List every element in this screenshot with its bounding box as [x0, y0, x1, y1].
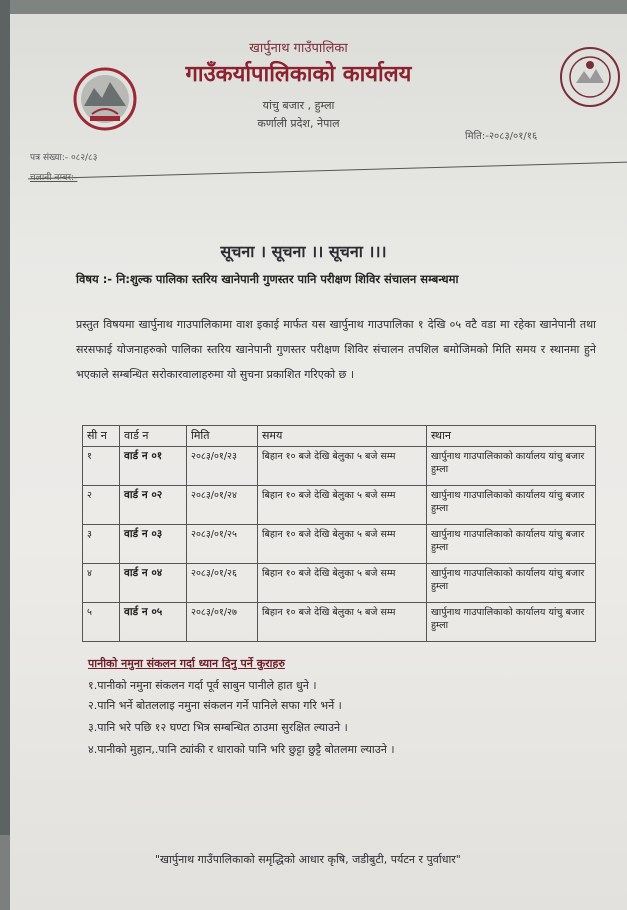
table-row [83, 447, 596, 486]
header-time: समय [258, 426, 427, 447]
table-header-row [83, 426, 596, 447]
cell-time: बिहान १० बजे देखि बेलुका ५ बजे सम्म [258, 564, 427, 603]
address-line-1: यांचु बजार , हुम्ला [262, 99, 335, 112]
address-line-2: कर्णाली प्रदेश, नेपाल [257, 117, 340, 130]
cell-ward: वार्ड न ०५ [120, 603, 187, 642]
cell-ward: वार्ड न ०२ [120, 486, 187, 525]
subject-line: विषय :- नि:शुल्क पालिका स्तरिय खानेपानी गुणस्तर पानि परीक्षण शिविर संचालन सम्बन्धमा [76, 272, 459, 286]
care-item-3: ३.पानि भरे पछि १२ घण्टा भित्र सम्बन्धित ठाउमा सुरक्षित ल्याउने । [88, 721, 348, 734]
paper-top-shadow [10, 0, 627, 14]
office-title: गाउँकर्यापालिकाको कार्यालय [185, 62, 412, 87]
care-item-1: १.पानीको नमुना संकलन गर्दा पूर्व साबुन पानीले हात धुने । [88, 679, 317, 692]
notice-body: प्रस्तुत विषयमा खार्पुनाथ गाउपालिकामा वाश इकाई मार्फत यस खार्पुनाथ गाउपालिका १ देखि ०५ वटै वडा मा रहेका खानेपानी तथा सरसफाई योजनाहरुको पालिका स्तरिय खानेपानी गुणस्तर परीक्षण शिविर संचालन तपशिल बमोजिमको मिति समय र स्थानमा हुने भएकाले सम्बन्धित सरोकारवालाहरुमा यो सुचना प्रकाशित गरिएको छ । [76, 318, 596, 381]
cell-ward: वार्ड न ०३ [120, 525, 187, 564]
cell-time: बिहान १० बजे देखि बेलुका ५ बजे सम्म [258, 447, 427, 486]
table-row [83, 486, 596, 525]
letter-number: पत्र संख्या:- ०८२/८३ [30, 153, 98, 163]
cell-place: खार्पुनाथ गाउपालिकाको कार्यालय यांचु बजार हुम्ला [427, 564, 596, 603]
cell-date: २०८३/०१/२३ [187, 447, 258, 486]
notice-heading: सूचना । सूचना ।। सूचना ।।। [220, 242, 387, 261]
header-place: स्थान [427, 426, 596, 447]
cell-serial: १ [83, 447, 120, 486]
cell-place: खार्पुनाथ गाउपालिकाको कार्यालय यांचु बजार हुम्ला [427, 486, 596, 525]
cell-place: खार्पुनाथ गाउपालिकाको कार्यालय यांचु बजार हुम्ला [427, 447, 596, 486]
notice-document [10, 0, 627, 910]
table-row [83, 603, 596, 642]
cell-date: २०८३/०१/२५ [187, 525, 258, 564]
cell-time: बिहान १० बजे देखि बेलुका ५ बजे सम्म [258, 603, 427, 642]
cell-ward: वार्ड न ०१ [120, 447, 187, 486]
cell-serial: ५ [83, 603, 120, 642]
care-item-2: २.पानि भर्ने बोतललाइ नमुना संकलन गर्ने पानिले सफा गरि भर्ने । [88, 699, 342, 712]
cell-date: २०८३/०१/२६ [187, 564, 258, 603]
cell-serial: ३ [83, 525, 120, 564]
header-serial: सी न [83, 426, 120, 447]
header-rule [28, 162, 627, 180]
cell-serial: २ [83, 486, 120, 525]
cell-ward: वार्ड न ०४ [120, 564, 187, 603]
cell-date: २०८३/०१/२४ [187, 486, 258, 525]
cell-place: खार्पुनाथ गाउपालिकाको कार्यालय यांचु बजार हुम्ला [427, 525, 596, 564]
header-date: मिति [187, 426, 258, 447]
cell-date: २०८३/०१/२७ [187, 603, 258, 642]
table-row [83, 564, 596, 603]
issue-date: मिति:-२०८३/०१/१६ [465, 131, 538, 142]
cell-serial: ४ [83, 564, 120, 603]
care-item-4: ४.पानीको मुहान,.पानि ट्यांकी र धाराको पानि भरि छुट्टा छुट्टै बोतलमा ल्याउने । [88, 743, 395, 756]
motto-footer: "खार्पुनाथ गाउँपालिकाको समृद्धिको आधार कृषि, जडीबुटी, पर्यटन र पुर्वाधार" [155, 853, 461, 866]
cell-time: बिहान १० बजे देखि बेलुका ५ बजे सम्म [258, 486, 427, 525]
table-row [83, 525, 596, 564]
cell-place: खार्पुनाथ गाउपालिकाको कार्यालय यांचु बजार हुम्ला [427, 603, 596, 642]
cell-time: बिहान १० बजे देखि बेलुका ५ बजे सम्म [258, 525, 427, 564]
background-edge [0, 835, 10, 910]
schedule-table [82, 425, 596, 642]
header-ward: वार्ड न [120, 426, 187, 447]
municipality-name: खार्पुनाथ गाउँपालिका [249, 41, 348, 56]
care-instructions-title: पानीको नमुना संकलन गर्दा ध्यान दिनु पर्ने कुराहरु [88, 657, 285, 670]
